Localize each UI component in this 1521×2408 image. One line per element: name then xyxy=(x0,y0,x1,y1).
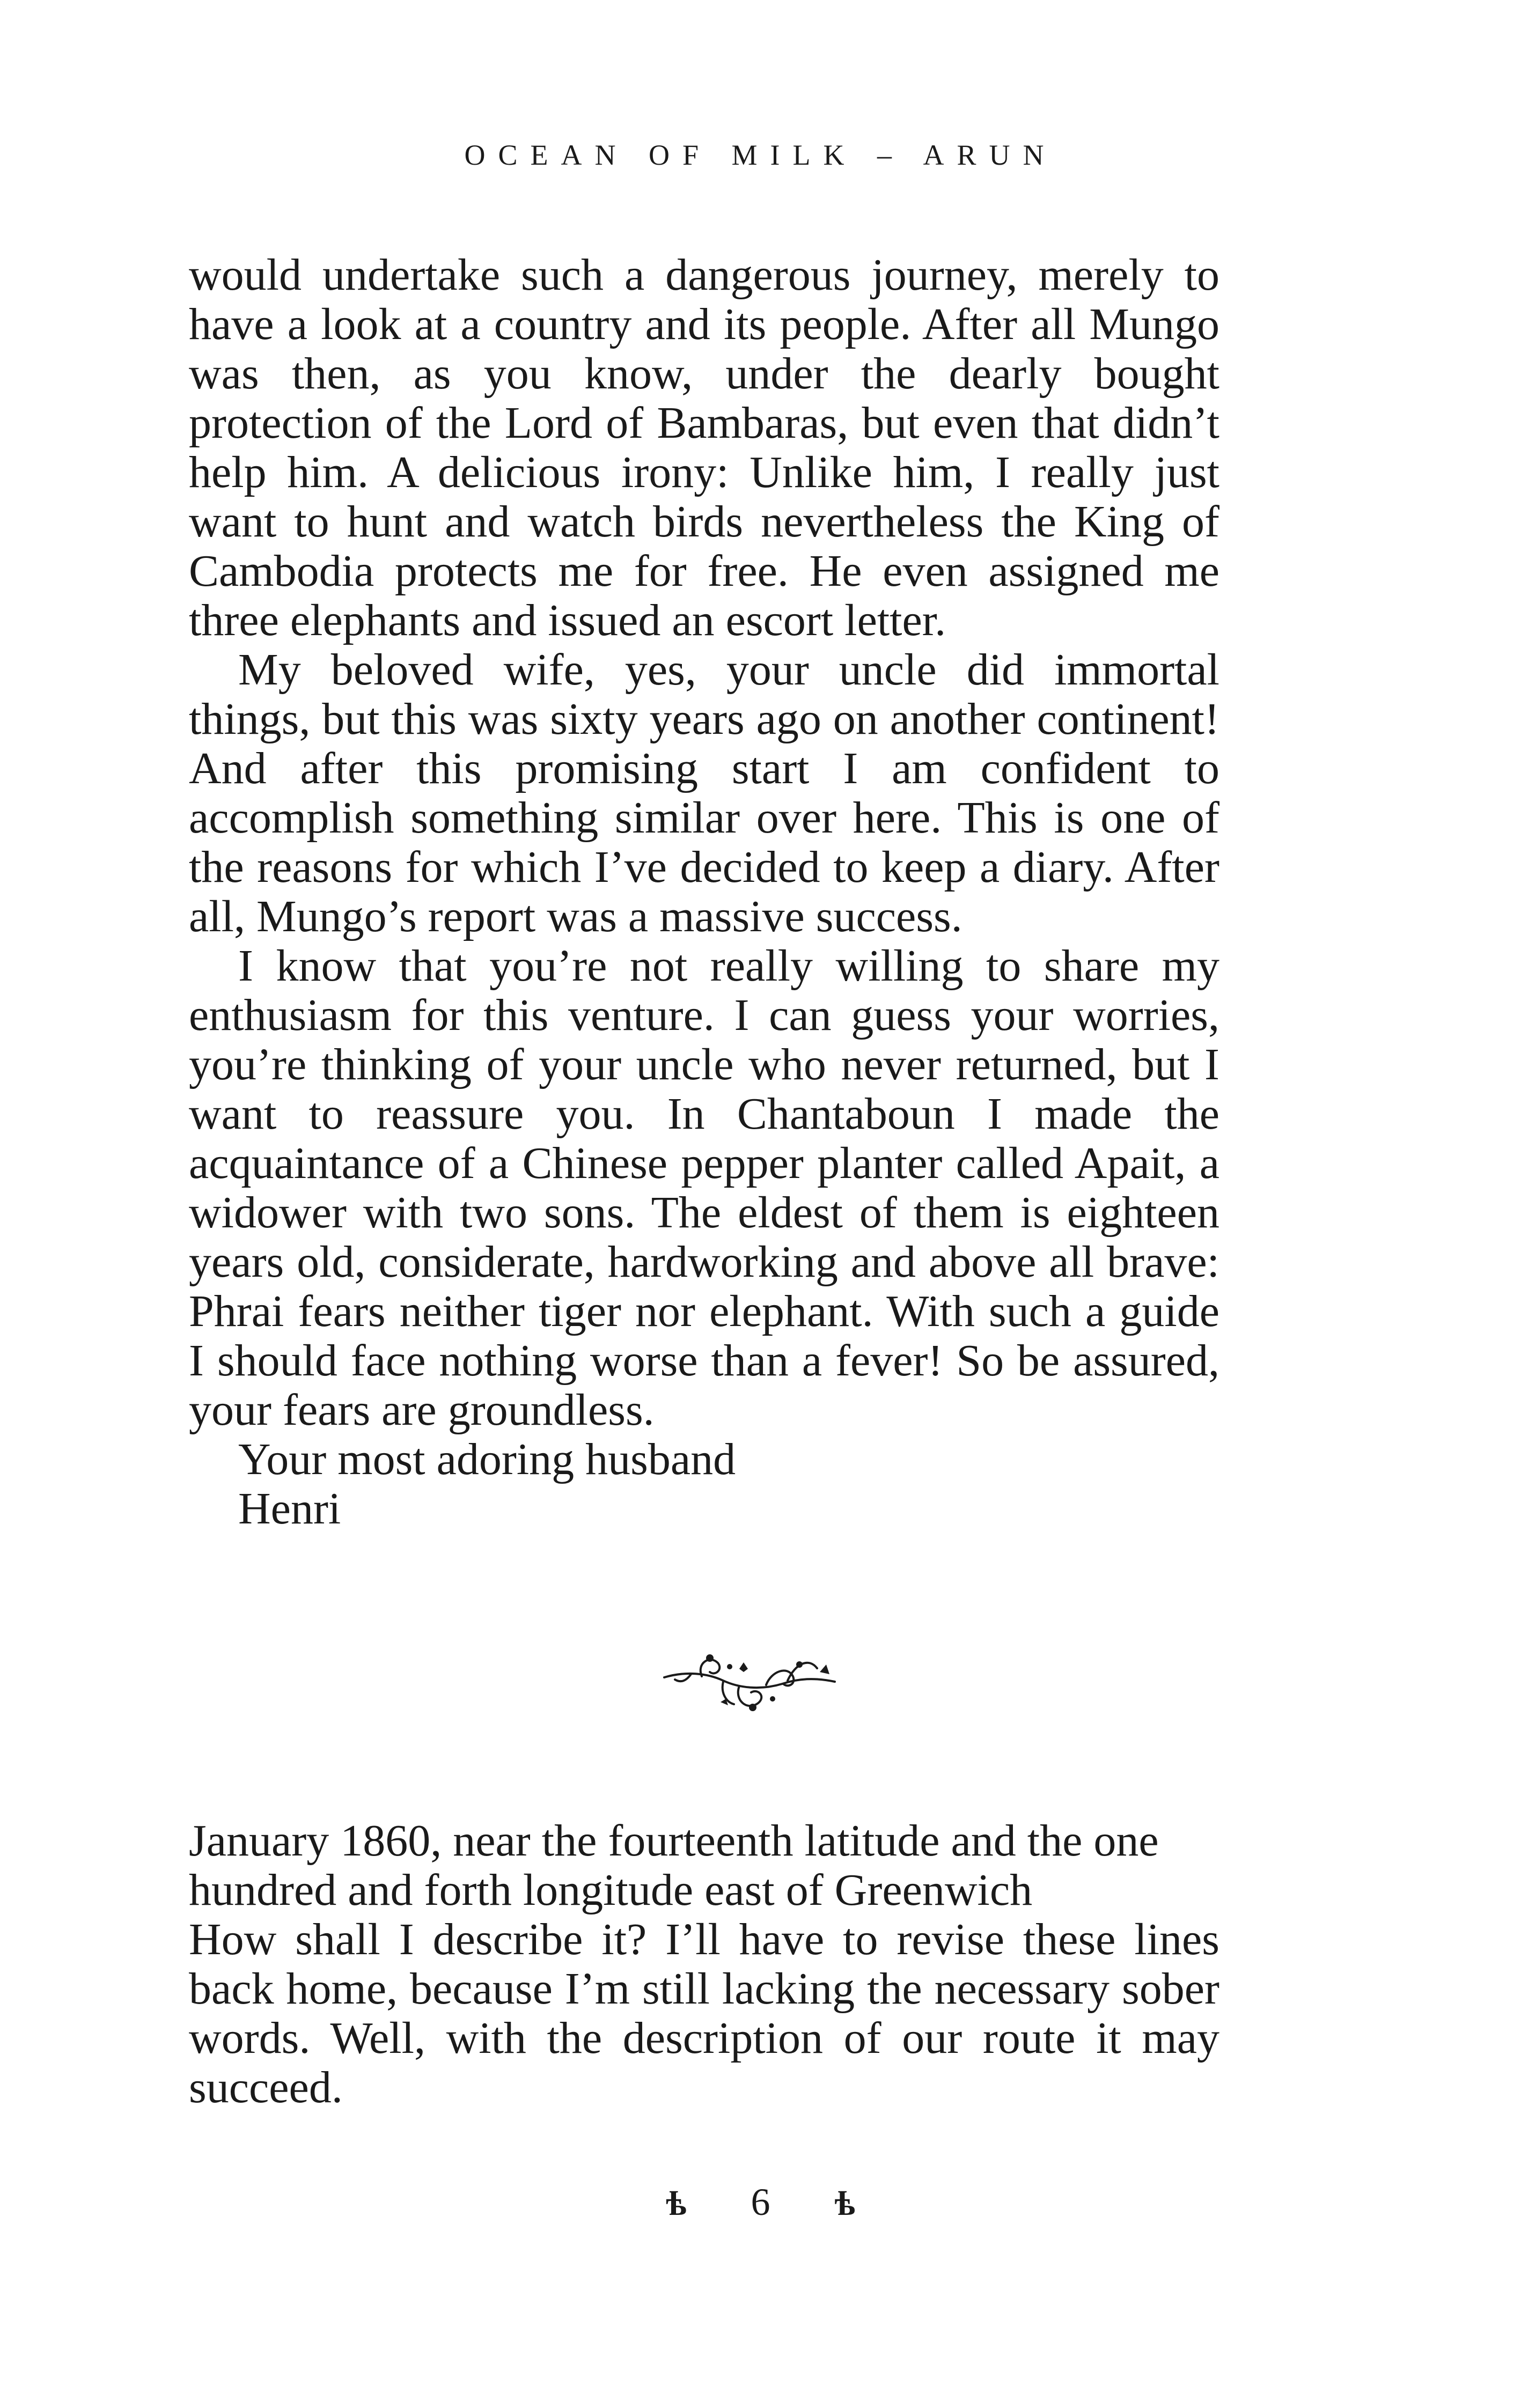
page-number: 6 xyxy=(751,2181,770,2223)
folio-ornament-right: ѣ xyxy=(834,2184,855,2222)
paragraph: My beloved wife, yes, your uncle did immortal things, but this was sixty years ago on another continent! And after this promising start I am confident to accomplish something similar over here. This is one of the reasons for which I’ve decided to keep a diary. After all, Mungo’s report was a massive success. xyxy=(189,645,1219,941)
paragraph: I know that you’re not really willing to share my enthusiasm for this venture. I can guess your worries, you’re thinking of your uncle who never returned, but I want to reassure you. In Chantaboun I made the acquaintance of a Chinese pepper planter called Apait, a widower with two sons. The eldest of them is eighteen years old, considerate, hardworking and above all brave: Phrai fears neither tiger nor elephant. With such a guide I should face nothing worse than a fever! So be assured, your fears are groundless. xyxy=(189,941,1219,1435)
diary-entry xyxy=(189,1816,1219,2112)
entry-heading: January 1860, near the fourteenth latitude and the one hundred and forth longitude east of Greenwich xyxy=(189,1816,1159,1915)
letter-signature: Henri xyxy=(238,1484,341,1534)
page-footer xyxy=(0,2178,1521,2228)
paragraph: How shall I describe it? I’ll have to revise these lines back home, because I’m still lacking the necessary sober words. Well, with the description of our route it may succeed. xyxy=(189,1914,1219,2112)
floral-flourish-icon xyxy=(659,1639,841,1725)
running-header: OCEAN OF MILK – ARUN xyxy=(464,139,1057,171)
letter-text xyxy=(189,251,1219,1534)
folio-ornament-left: ѣ xyxy=(666,2184,687,2222)
paragraph-continued: would undertake such a dangerous journey, merely to have a look at a country and its people. After all Mungo was then, as you know, under the dearly bought protection of the Lord of Bambaras, but even that didn’t help him. A delicious irony: Unlike him, I really just want to hunt and watch birds nevertheless the King of Cambodia protects me for free. He even assigned me three elephants and issued an escort letter. xyxy=(189,250,1219,645)
letter-closing: Your most adoring husband xyxy=(238,1434,736,1484)
